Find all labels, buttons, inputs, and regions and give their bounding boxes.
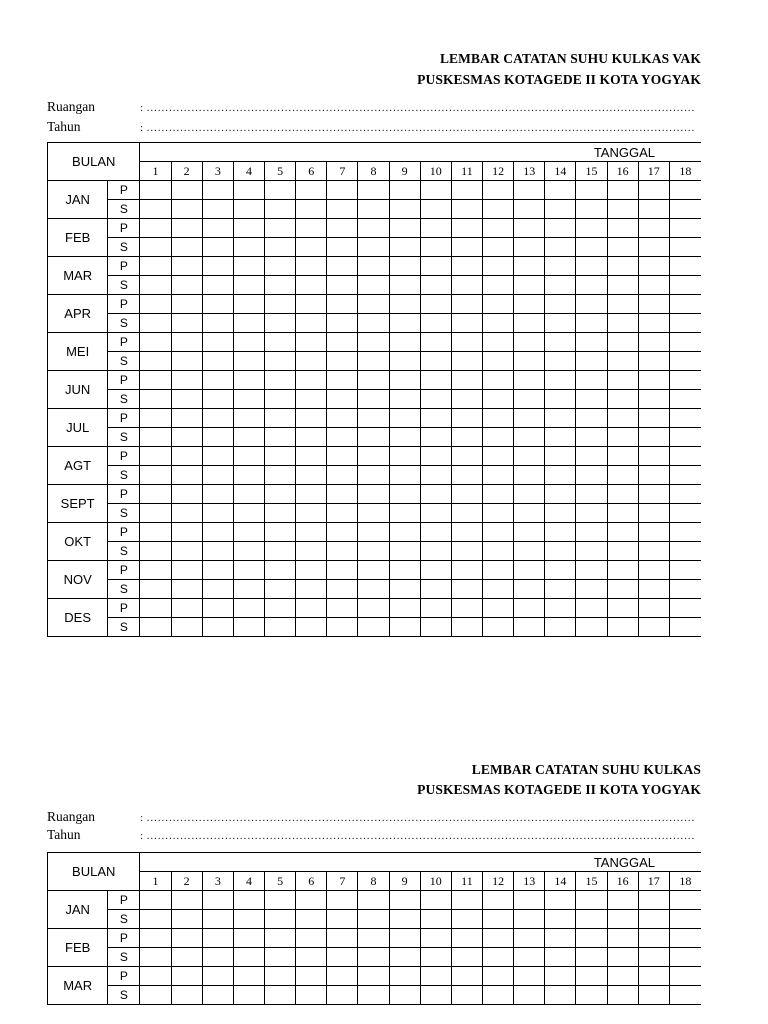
pagi-marker: P xyxy=(108,181,140,200)
temperature-entry-cell[interactable] xyxy=(140,948,171,967)
temperature-entry-cell[interactable] xyxy=(576,929,607,948)
tahun-label-2: Tahun xyxy=(47,827,81,842)
temperature-entry-cell[interactable] xyxy=(451,929,482,948)
month-label: OKT xyxy=(48,523,108,561)
day-number: 13 xyxy=(514,872,545,891)
temperature-entry-cell[interactable] xyxy=(607,986,638,1005)
temperature-entry-cell[interactable] xyxy=(233,891,264,910)
day-number: 10 xyxy=(420,872,451,891)
day-number: 5 xyxy=(265,872,296,891)
temperature-entry-cell[interactable] xyxy=(358,967,389,986)
temperature-entry-cell[interactable] xyxy=(265,986,296,1005)
day-number: 15 xyxy=(576,162,607,181)
temperature-entry-cell[interactable] xyxy=(233,967,264,986)
tanggal-header: TANGGAL xyxy=(140,853,701,872)
month-label: FEB xyxy=(48,929,108,967)
day-number: 18 xyxy=(669,162,701,181)
temperature-entry-cell[interactable] xyxy=(420,986,451,1005)
month-label: JAN xyxy=(48,891,108,929)
sore-marker: S xyxy=(108,504,140,523)
temperature-entry-cell[interactable] xyxy=(669,967,701,986)
temperature-entry-cell[interactable] xyxy=(358,910,389,929)
temperature-entry-cell[interactable] xyxy=(451,910,482,929)
temperature-entry-cell[interactable] xyxy=(669,929,701,948)
temperature-entry-cell[interactable] xyxy=(296,929,327,948)
pagi-marker: P xyxy=(108,371,140,390)
sore-marker: S xyxy=(108,618,140,637)
day-number: 13 xyxy=(514,162,545,181)
temperature-entry-cell[interactable] xyxy=(545,910,576,929)
temperature-entry-cell[interactable] xyxy=(483,948,514,967)
temperature-entry-cell[interactable] xyxy=(171,948,202,967)
pagi-marker: P xyxy=(108,523,140,542)
month-label: SEPT xyxy=(48,485,108,523)
temperature-entry-cell[interactable] xyxy=(514,910,545,929)
temperature-entry-cell[interactable] xyxy=(483,891,514,910)
temperature-entry-cell[interactable] xyxy=(514,929,545,948)
ruangan-label: Ruangan xyxy=(47,99,95,114)
temperature-entry-cell[interactable] xyxy=(389,986,420,1005)
temperature-entry-cell[interactable] xyxy=(389,929,420,948)
sore-marker: S xyxy=(108,200,140,219)
temperature-entry-cell[interactable] xyxy=(483,986,514,1005)
temperature-entry-cell[interactable] xyxy=(233,948,264,967)
ruangan-label-2: Ruangan xyxy=(47,809,95,824)
temperature-entry-cell[interactable] xyxy=(202,948,233,967)
temperature-entry-cell[interactable] xyxy=(358,891,389,910)
pagi-marker: P xyxy=(108,257,140,276)
month-label: FEB xyxy=(48,219,108,257)
temperature-entry-cell[interactable] xyxy=(545,891,576,910)
bulan-header: BULAN xyxy=(48,853,140,891)
day-number: 8 xyxy=(358,162,389,181)
temperature-entry-cell[interactable] xyxy=(451,891,482,910)
sore-marker: S xyxy=(108,948,140,967)
day-number: 11 xyxy=(451,162,482,181)
temperature-entry-cell[interactable] xyxy=(296,948,327,967)
day-number: 12 xyxy=(483,162,514,181)
month-label: JUN xyxy=(48,371,108,409)
pagi-marker: P xyxy=(108,929,140,948)
temperature-entry-cell[interactable] xyxy=(171,929,202,948)
temperature-entry-cell[interactable] xyxy=(327,891,358,910)
day-number: 16 xyxy=(607,162,638,181)
day-number: 1 xyxy=(140,162,171,181)
temperature-entry-cell[interactable] xyxy=(607,929,638,948)
temperature-entry-cell[interactable] xyxy=(202,929,233,948)
temperature-entry-cell[interactable] xyxy=(514,986,545,1005)
day-number: 3 xyxy=(202,872,233,891)
header-row xyxy=(48,853,702,872)
temperature-entry-cell[interactable] xyxy=(576,910,607,929)
day-number: 4 xyxy=(233,162,264,181)
temperature-entry-cell[interactable] xyxy=(669,891,701,910)
sheet2-title-line2: PUSKESMAS KOTAGEDE II KOTA YOGYAK xyxy=(417,782,701,797)
pagi-marker: P xyxy=(108,409,140,428)
day-number: 3 xyxy=(202,162,233,181)
temperature-entry-cell[interactable] xyxy=(171,986,202,1005)
pagi-marker: P xyxy=(108,485,140,504)
day-number: 11 xyxy=(451,872,482,891)
day-number: 7 xyxy=(327,162,358,181)
day-number: 17 xyxy=(638,872,669,891)
month-label: MAR xyxy=(48,967,108,1005)
sore-marker: S xyxy=(108,428,140,447)
temperature-entry-cell[interactable] xyxy=(265,891,296,910)
month-label: MAR xyxy=(48,257,108,295)
pagi-marker: P xyxy=(108,967,140,986)
temperature-entry-cell[interactable] xyxy=(327,948,358,967)
temperature-entry-cell[interactable] xyxy=(327,910,358,929)
temperature-entry-cell[interactable] xyxy=(420,967,451,986)
temperature-entry-cell[interactable] xyxy=(451,967,482,986)
table-row xyxy=(48,967,702,986)
temperature-entry-cell[interactable] xyxy=(202,986,233,1005)
day-number: 2 xyxy=(171,162,202,181)
month-label: NOV xyxy=(48,561,108,599)
temperature-entry-cell[interactable] xyxy=(233,910,264,929)
sheet-title-line1: LEMBAR CATATAN SUHU KULKAS VAK xyxy=(439,51,701,66)
temperature-entry-cell[interactable] xyxy=(358,948,389,967)
temperature-entry-cell[interactable] xyxy=(171,891,202,910)
pagi-marker: P xyxy=(108,447,140,466)
temperature-entry-cell[interactable] xyxy=(576,948,607,967)
temperature-entry-cell[interactable] xyxy=(420,891,451,910)
temperature-entry-cell[interactable] xyxy=(171,910,202,929)
temperature-entry-cell[interactable] xyxy=(327,967,358,986)
temperature-entry-cell[interactable] xyxy=(358,986,389,1005)
temperature-entry-cell[interactable] xyxy=(420,948,451,967)
temperature-entry-cell[interactable] xyxy=(140,986,171,1005)
day-number-row xyxy=(48,872,702,891)
tahun-field-2[interactable]: : ………………………………………………………………………………………………………………………………… xyxy=(140,830,696,842)
day-number: 2 xyxy=(171,872,202,891)
day-number: 16 xyxy=(607,872,638,891)
day-number: 9 xyxy=(389,872,420,891)
temperature-entry-cell[interactable] xyxy=(514,891,545,910)
temperature-entry-cell[interactable] xyxy=(451,948,482,967)
temperature-entry-cell[interactable] xyxy=(389,910,420,929)
temperature-entry-cell[interactable] xyxy=(638,986,669,1005)
day-number: 15 xyxy=(576,872,607,891)
day-number: 10 xyxy=(420,162,451,181)
temperature-entry-cell[interactable] xyxy=(265,967,296,986)
pagi-marker: P xyxy=(108,295,140,314)
temperature-entry-cell[interactable] xyxy=(451,986,482,1005)
temperature-entry-cell[interactable] xyxy=(483,929,514,948)
month-label: APR xyxy=(48,295,108,333)
pagi-marker: P xyxy=(108,891,140,910)
table-row xyxy=(48,891,702,910)
pagi-marker: P xyxy=(108,561,140,580)
temperature-entry-cell[interactable] xyxy=(265,948,296,967)
month-label: AGT xyxy=(48,447,108,485)
table-row xyxy=(48,948,702,967)
temperature-entry-cell[interactable] xyxy=(483,910,514,929)
table-row xyxy=(48,929,702,948)
sore-marker: S xyxy=(108,276,140,295)
temperature-entry-cell[interactable] xyxy=(389,891,420,910)
day-number: 18 xyxy=(669,872,701,891)
temperature-entry-cell[interactable] xyxy=(140,967,171,986)
day-number: 9 xyxy=(389,162,420,181)
sheet2-title-line1: LEMBAR CATATAN SUHU KULKAS xyxy=(471,762,701,777)
temperature-entry-cell[interactable] xyxy=(296,910,327,929)
temperature-log-table-2 xyxy=(47,852,701,1005)
day-number: 5 xyxy=(265,162,296,181)
sore-marker: S xyxy=(108,580,140,599)
sore-marker: S xyxy=(108,314,140,333)
temperature-entry-cell[interactable] xyxy=(296,986,327,1005)
day-number: 14 xyxy=(545,872,576,891)
sore-marker: S xyxy=(108,910,140,929)
temperature-entry-cell[interactable] xyxy=(638,929,669,948)
sore-marker: S xyxy=(108,466,140,485)
month-label: DES xyxy=(48,599,108,637)
day-number: 4 xyxy=(233,872,264,891)
day-number: 6 xyxy=(296,162,327,181)
temperature-entry-cell[interactable] xyxy=(327,929,358,948)
temperature-entry-cell[interactable] xyxy=(420,910,451,929)
day-number: 8 xyxy=(358,872,389,891)
month-label: JUL xyxy=(48,409,108,447)
tahun-label: Tahun xyxy=(47,119,81,134)
temperature-entry-cell[interactable] xyxy=(545,967,576,986)
tahun-field[interactable]: : ………………………………………………………………………………………………………………………………… xyxy=(140,122,696,134)
temperature-entry-cell[interactable] xyxy=(669,910,701,929)
temperature-entry-cell[interactable] xyxy=(202,891,233,910)
day-number: 1 xyxy=(140,872,171,891)
temperature-entry-cell[interactable] xyxy=(202,910,233,929)
ruangan-field-2[interactable]: : ………………………………………………………………………………………………………………………………… xyxy=(140,812,696,824)
temperature-entry-cell[interactable] xyxy=(607,910,638,929)
temperature-entry-cell[interactable] xyxy=(545,986,576,1005)
temperature-entry-cell[interactable] xyxy=(140,929,171,948)
day-number: 6 xyxy=(296,872,327,891)
temperature-entry-cell[interactable] xyxy=(545,948,576,967)
pagi-marker: P xyxy=(108,219,140,238)
temperature-entry-cell[interactable] xyxy=(638,967,669,986)
month-label: JAN xyxy=(48,181,108,219)
temperature-entry-cell[interactable] xyxy=(140,891,171,910)
sore-marker: S xyxy=(108,238,140,257)
sore-marker: S xyxy=(108,390,140,409)
month-label: MEI xyxy=(48,333,108,371)
temperature-entry-cell[interactable] xyxy=(420,929,451,948)
temperature-entry-cell[interactable] xyxy=(638,910,669,929)
bulan-header: BULAN xyxy=(48,143,140,181)
temperature-entry-cell[interactable] xyxy=(327,986,358,1005)
temperature-entry-cell[interactable] xyxy=(483,967,514,986)
temperature-entry-cell[interactable] xyxy=(296,891,327,910)
table-row xyxy=(48,910,702,929)
day-number: 14 xyxy=(545,162,576,181)
sore-marker: S xyxy=(108,352,140,371)
temperature-entry-cell[interactable] xyxy=(171,967,202,986)
temperature-entry-cell[interactable] xyxy=(514,967,545,986)
temperature-entry-cell[interactable] xyxy=(607,891,638,910)
temperature-entry-cell[interactable] xyxy=(669,986,701,1005)
pagi-marker: P xyxy=(108,599,140,618)
temperature-entry-cell[interactable] xyxy=(140,910,171,929)
day-number: 12 xyxy=(483,872,514,891)
sheet-title-line2: PUSKESMAS KOTAGEDE II KOTA YOGYAK xyxy=(417,72,701,87)
ruangan-field[interactable]: : ………………………………………………………………………………………………………………………………… xyxy=(140,102,696,114)
temperature-entry-cell[interactable] xyxy=(669,948,701,967)
pagi-marker: P xyxy=(108,333,140,352)
temperature-entry-cell[interactable] xyxy=(265,910,296,929)
temperature-entry-cell[interactable] xyxy=(607,948,638,967)
sore-marker: S xyxy=(108,986,140,1005)
temperature-entry-cell[interactable] xyxy=(638,891,669,910)
temperature-entry-cell[interactable] xyxy=(514,948,545,967)
temperature-entry-cell[interactable] xyxy=(265,929,296,948)
temperature-entry-cell[interactable] xyxy=(638,948,669,967)
temperature-entry-cell[interactable] xyxy=(607,967,638,986)
temperature-entry-cell[interactable] xyxy=(389,967,420,986)
table-row xyxy=(48,986,702,1005)
sore-marker: S xyxy=(108,542,140,561)
temperature-entry-cell[interactable] xyxy=(576,967,607,986)
day-number: 17 xyxy=(638,162,669,181)
tanggal-header: TANGGAL xyxy=(140,143,701,162)
temperature-entry-cell[interactable] xyxy=(358,929,389,948)
temperature-entry-cell[interactable] xyxy=(296,967,327,986)
temperature-entry-cell[interactable] xyxy=(576,891,607,910)
temperature-entry-cell[interactable] xyxy=(233,929,264,948)
temperature-entry-cell[interactable] xyxy=(576,986,607,1005)
temperature-entry-cell[interactable] xyxy=(233,986,264,1005)
temperature-entry-cell[interactable] xyxy=(545,929,576,948)
temperature-entry-cell[interactable] xyxy=(389,948,420,967)
temperature-entry-cell[interactable] xyxy=(202,967,233,986)
day-number: 7 xyxy=(327,872,358,891)
